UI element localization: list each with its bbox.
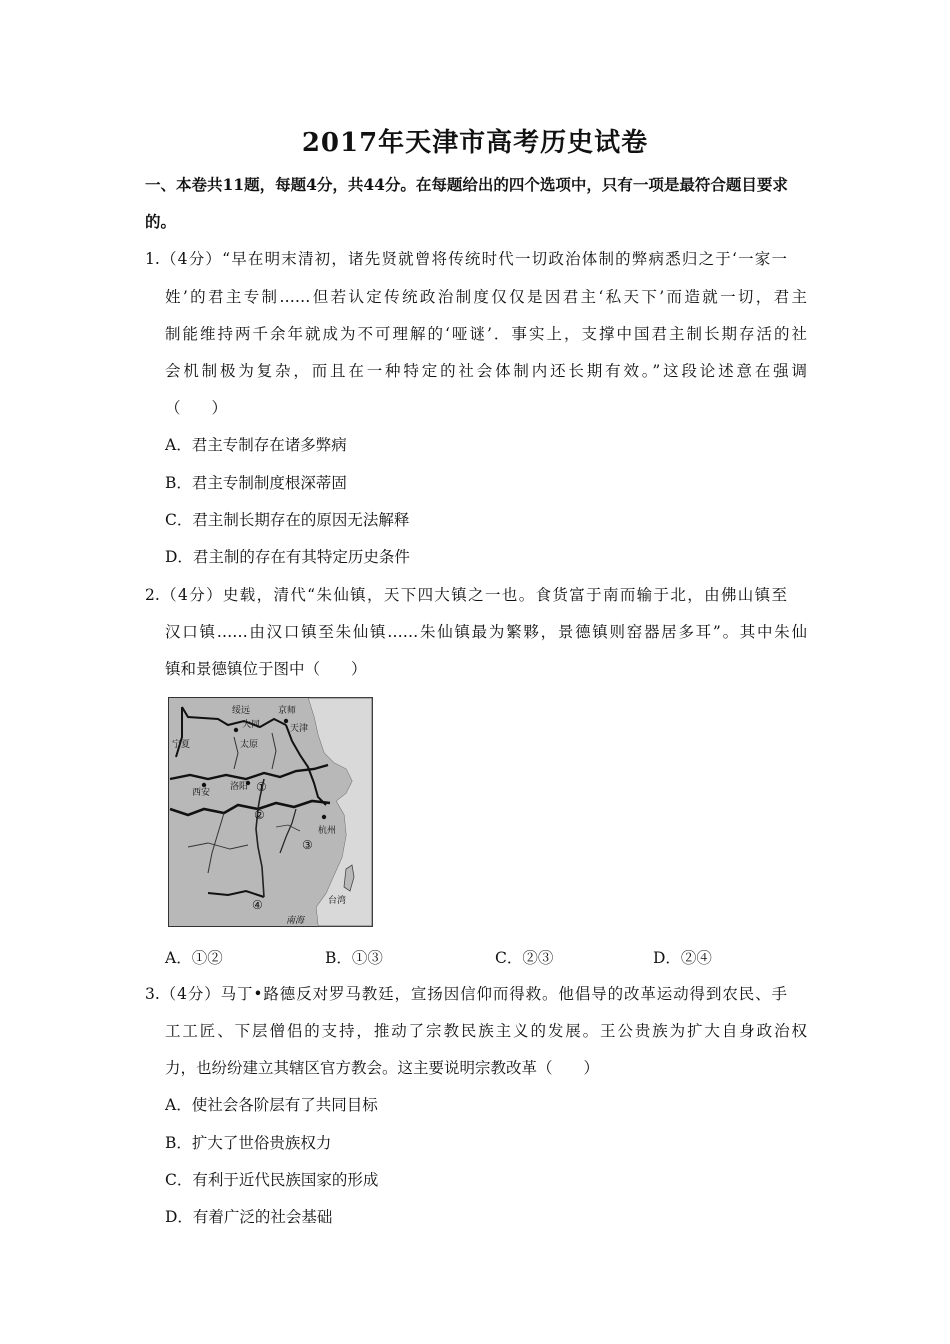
map-marker-4: ④	[252, 898, 263, 912]
q2-option-b: B．①③	[325, 949, 383, 967]
map-label-nanhai: 南海	[286, 916, 305, 926]
q1-line-1: 1.（4分）“早在明末清初，诸先贤就曾将传统时代一切政治体制的弊病悉归之于‘一家一	[145, 250, 787, 268]
q1-option-b: B．君主专制制度根深蒂固	[165, 474, 347, 492]
map-label-jingshi: 京师	[278, 706, 297, 716]
map-marker-2: ②	[254, 808, 265, 822]
map-label-ningxia: 宁夏	[172, 740, 191, 750]
q1-option-c: C．君主制长期存在的原因无法解释	[165, 511, 410, 529]
q1-line-4: 会机制极为复杂，而且在一种特定的社会体制内还长期有效。”这段论述意在强调	[165, 362, 807, 380]
q2-line-3: 镇和景德镇位于图中（ ）	[165, 660, 367, 678]
q3-option-c: C．有利于近代民族国家的形成	[165, 1171, 379, 1189]
q3-line-2: 工工匠、下层僧侣的支持，推动了宗教民族主义的发展。王公贵族为扩大自身政治权	[165, 1022, 807, 1040]
map-label-suiyuan: 绥远	[232, 706, 251, 716]
map-label-datong: 大同	[242, 720, 261, 730]
map-label-tianjin: 天津	[290, 724, 309, 734]
q2-line-2: 汉口镇……由汉口镇至朱仙镇……朱仙镇最为繁夥，景德镇则窑器居多耳”。其中朱仙	[165, 623, 807, 641]
q3-line-1: 3.（4分）马丁•路德反对罗马教廷，宣扬因信仰而得救。他倡导的改革运动得到农民、手	[145, 985, 787, 1003]
map-label-taiwan: 台湾	[328, 896, 347, 906]
map-marker-1: ①	[256, 780, 267, 794]
q2-option-a: A．①②	[165, 949, 223, 967]
q2-line-1: 2.（4分）史载，清代“朱仙镇，天下四大镇之一也。食货富于南而输于北，由佛山镇至	[145, 586, 787, 604]
q2-option-c: C．②③	[495, 949, 554, 967]
q3-option-b: B．扩大了世俗贵族权力	[165, 1134, 332, 1152]
map-label-xian: 西安	[192, 788, 211, 798]
map-marker-3: ③	[302, 838, 313, 852]
q1-line-5: （ ）	[165, 399, 228, 417]
q1-option-d: D．君主制的存在有其特定历史条件	[165, 548, 410, 566]
page-title: 2017年天津市高考历史试卷	[301, 128, 649, 158]
q1-option-a: A．君主专制存在诸多弊病	[165, 436, 347, 454]
q1-line-2: 姓’的君主专制……但若认定传统政治制度仅仅是因君主‘私天下’而造就一切，君主	[165, 288, 807, 306]
qing-trade-map	[168, 697, 373, 927]
map-label-luoyang: 洛阳	[230, 782, 249, 792]
section-heading: 一、本卷共11题，每题4分，共44分。在每题给出的四个选项中，只有一项是最符合题目要求的。	[145, 175, 788, 231]
q3-line-3: 力，也纷纷建立其辖区官方教会。这主要说明宗教改革（ ）	[165, 1059, 600, 1077]
q3-option-a: A．使社会各阶层有了共同目标	[165, 1096, 378, 1114]
q3-option-d: D．有着广泛的社会基础	[165, 1208, 333, 1226]
q1-line-3: 制能维持两千余年就成为不可理解的‘哑谜’．事实上，支撑中国君主制长期存活的社	[165, 325, 807, 343]
map-label-hangzhou: 杭州	[318, 826, 337, 836]
q2-options	[165, 946, 805, 966]
q2-option-d: D．②④	[653, 949, 712, 967]
map-label-taiyuan: 太原	[240, 740, 259, 750]
